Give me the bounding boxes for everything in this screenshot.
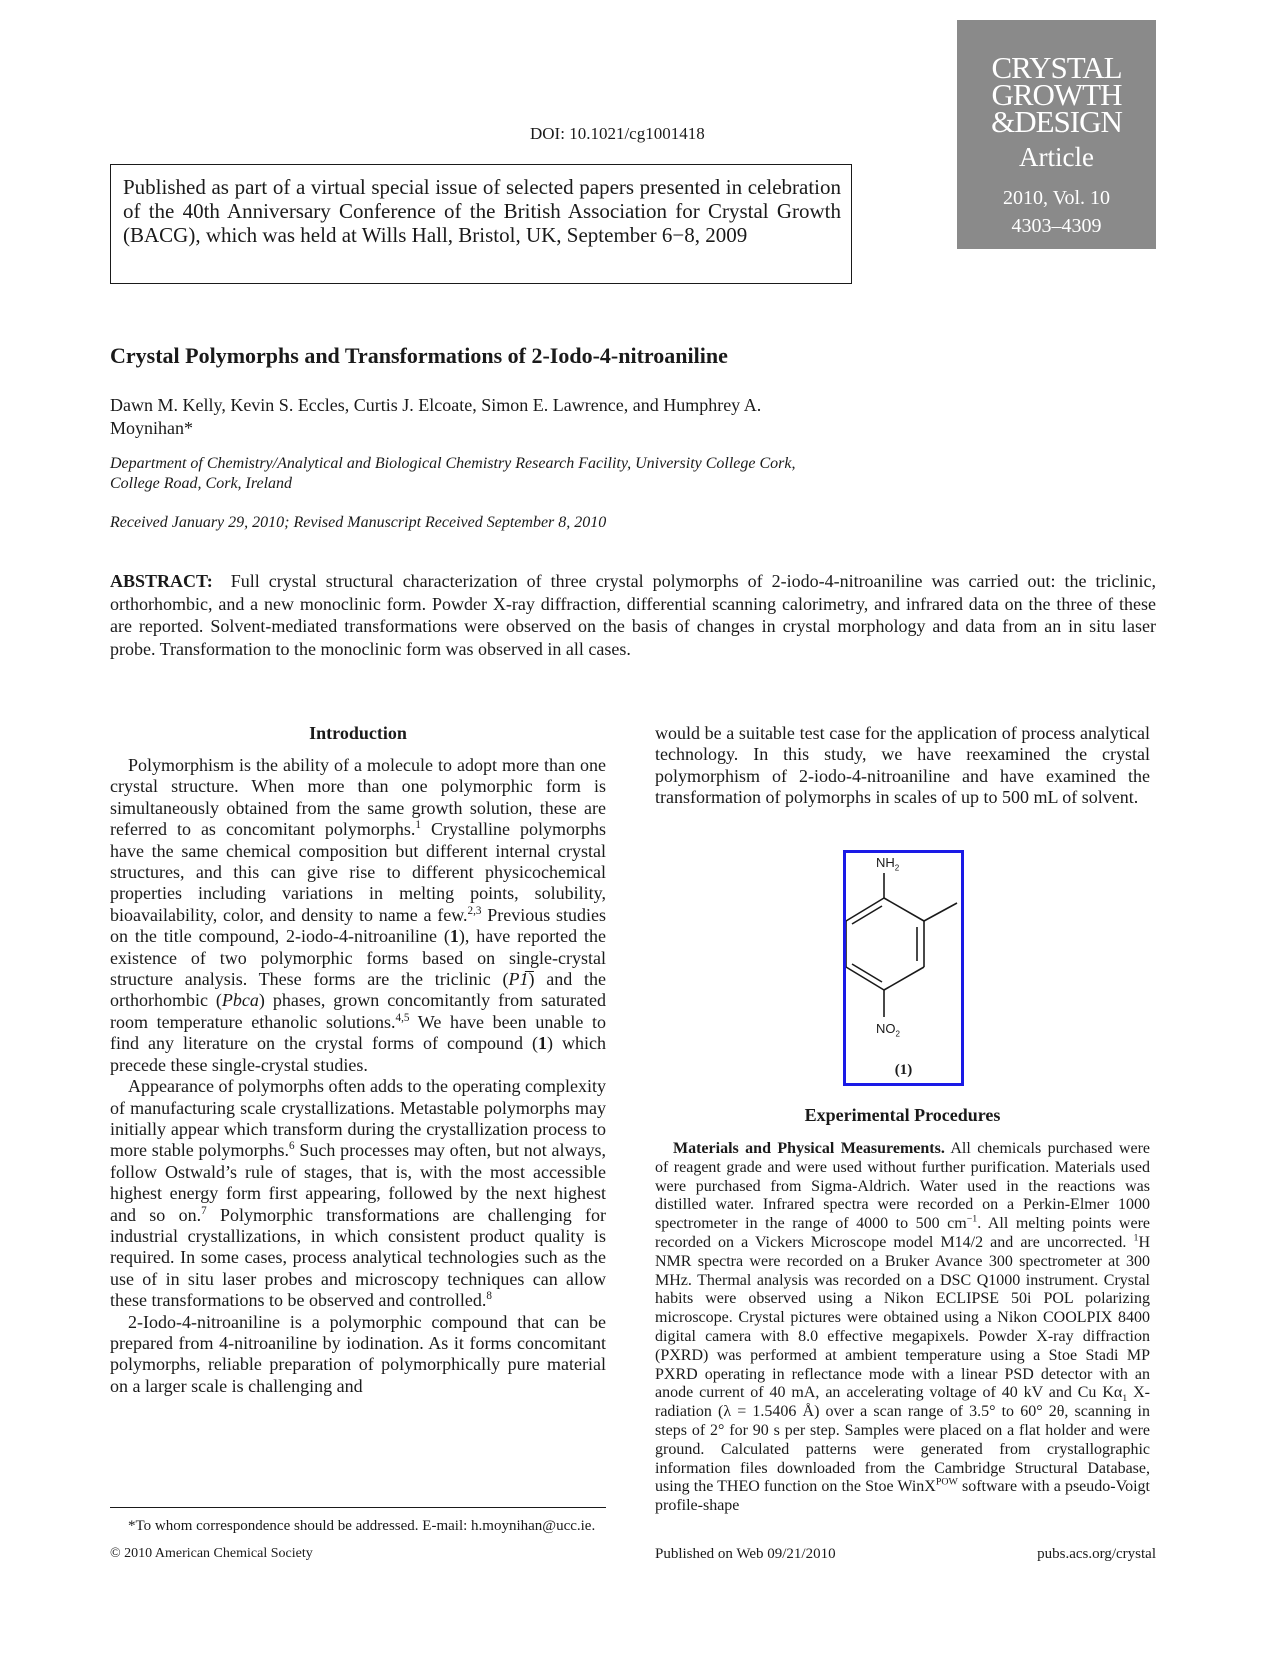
introduction-heading: Introduction: [309, 723, 407, 743]
text: Polymorphic transformations are challenging for industrial crystallizations, in which consistent product quality is required. In some cases, process analytical technologies such as the use of in situ laser probes and microscopy techniques can allow these transformations to be observed and controlled.: [110, 1204, 606, 1311]
superscript: POW: [935, 1477, 958, 1489]
experimental-body: [655, 1140, 1150, 1516]
introduction-body: [110, 755, 606, 1397]
paragraph: [655, 1140, 1150, 1516]
text: . All melting points were recorded on a Vickers Microscope model M14/2 and are uncorrected.: [655, 1215, 1150, 1251]
amine-label: [876, 855, 900, 873]
text: Previous studies on the title compound, 2-iodo-4-nitroaniline (: [110, 904, 606, 947]
journal-name: [957, 50, 1156, 139]
subscript: 2: [895, 1029, 900, 1039]
page-range: 4303–4309: [1011, 215, 1102, 237]
subscript: 1: [1122, 1393, 1128, 1405]
copyright-text: 2010 American Chemical Society: [120, 1546, 313, 1561]
right-column-intro: [655, 723, 1150, 809]
reference-mark: 8: [486, 1290, 492, 1303]
volume-info: [957, 184, 1156, 240]
published-date: Published on Web 09/21/2010: [655, 1546, 836, 1562]
doi: DOI: 10.1021/cg1001418: [530, 124, 705, 143]
reference-mark: 1: [415, 819, 421, 832]
journal-banner: [957, 20, 1156, 249]
text: Polymorphism is the ability of a molecule to adopt more than one crystal structure. When more than one polymorphic form is simultaneously obtained from the same growth solution, these are referred to as concomitant polymorphs.: [110, 755, 606, 840]
journal-name-line: &DESIGN: [991, 104, 1122, 139]
text: X-radiation (λ = 1.5406 Å) over a scan range of 3.5° to 60° 2θ, scanning in steps of 2° for 90 s per step. Samples were placed on a flat holder and were ground. Calculated patterns were generated from crystallographic information files downloaded from the Cambridge Structural Database, using the THEO function on the Stoe WinX: [655, 1384, 1151, 1496]
text: software with a pseudo-Voigt profile-shape: [655, 1478, 1150, 1515]
text: NH: [876, 855, 895, 870]
text: Such processes may often, but not always, follow Ostwald’s rule of stages, that is, with the most accessible highest energy form first appearing, followed by the next highest and so on.: [110, 1140, 606, 1225]
subscript: 2: [894, 863, 900, 873]
abstract: [110, 570, 1156, 660]
text: We have been unable to find any literature on the crystal forms of compound (: [110, 1011, 606, 1054]
subsection-heading: Materials and Physical Measurements.: [673, 1140, 945, 1157]
reference-mark: 7: [201, 1204, 207, 1217]
compound-label: (1): [894, 1062, 913, 1078]
abstract-label: ABSTRACT:: [110, 571, 213, 591]
nitro-label: [876, 1021, 900, 1039]
superscript: 1: [1133, 1232, 1139, 1244]
text: NO: [876, 1021, 896, 1036]
authors: Dawn M. Kelly, Kevin S. Eccles, Curtis J. Elcoate, Simon E. Lawrence, and Humphrey A. Moynihan*: [110, 395, 762, 438]
text: ), have reported the existence of two polymorphic forms based on single-crystal structure analysis. These forms are the triclinic (: [110, 926, 606, 990]
text: Crystalline polymorphs have the same chemical composition but different internal crystal structures, and this can give rise to different physicochemical properties including variations in melting points, solubility, bioavailability, color, and density to name a few.: [110, 819, 606, 925]
reference-mark: 6: [289, 1140, 295, 1153]
paragraph: [110, 1076, 606, 1311]
text: ) and the orthorhombic (: [110, 969, 606, 1011]
text: H NMR spectra were recorded on a Bruker Avance 300 spectrometer at 300 MHz. Thermal analysis was recorded on a DSC Q1000 instrument. Crystal habits were observed using a Nikon ECLIPSE 50i POL polarizing microscope. Crystal pictures were obtained using a Nikon COOLPIX 8400 digital camera with 8.0 effective megapixels. Powder X-ray diffraction (PXRD) was performed at ambient temperature using a Stoe Stadi MP PXRD operating in reflectance mode with a linear PSD detector with an anode current of 40 mA, an accelerating voltage of 40 kV and Cu Kα: [655, 1233, 1150, 1402]
received-dates: Received January 29, 2010; Revised Manuscript Received September 8, 2010: [110, 514, 607, 531]
article-type: Article: [1019, 142, 1094, 172]
structure-diagram: [846, 853, 961, 1083]
experimental-heading: Experimental Procedures: [804, 1105, 1001, 1125]
copyright-symbol: ©: [110, 1546, 121, 1561]
footnote-rule: [110, 1507, 606, 1508]
journal-name-line: GROWTH: [991, 77, 1122, 112]
text: ) phases, grown concomitantly from saturated room temperature ethanolic solutions.: [110, 990, 606, 1032]
reference-mark: 2,3: [467, 904, 482, 917]
compound-figure: [843, 850, 964, 1086]
year-volume: 2010, Vol. 10: [1002, 187, 1111, 209]
compound-number: 1: [449, 926, 459, 947]
abstract-text: Full crystal structural characterization of three crystal polymorphs of 2-iodo-4-nitroaniline was carried out: the triclinic, orthorhombic, and a new monoclinic form. Powder X-ray diffraction, differential scanning calorimetry, and infrared data on the three of these are reported. Solvent-mediated transformations were observed on the basis of changes in crystal morphology and data from an in situ laser probe. Transformation to the monoclinic form was observed in all cases.: [110, 571, 1156, 659]
text: All chemicals purchased were of reagent grade and were used without further purification. Materials used were purchased from Sigma-Aldrich. Water used in the reactions was distilled water. Infrared spectra were recorded on a Perkin-Elmer 1000 spectrometer in the range of 4000 to 500 cm: [655, 1140, 1150, 1233]
copyright: [110, 1546, 313, 1562]
space-group: P1̅: [508, 969, 529, 990]
superscript: −1: [966, 1213, 978, 1225]
paragraph: [110, 755, 606, 1076]
compound-number: 1: [538, 1033, 547, 1054]
article-title: Crystal Polymorphs and Transformations of 2-Iodo-4-nitroaniline: [110, 343, 728, 368]
journal-url: pubs.acs.org/crystal: [1037, 1546, 1156, 1562]
correspondence-footnote: *To whom correspondence should be addressed. E-mail: h.moynihan@ucc.ie.: [128, 1518, 596, 1534]
paragraph: 2-Iodo-4-nitroaniline is a polymorphic compound that can be prepared from 4-nitroaniline by iodination. As it forms concomitant polymorphs, reliable preparation of polymorphically pure material on a larger scale is challenging and: [110, 1311, 606, 1396]
text: ) which precede these single-crystal studies.: [110, 1033, 606, 1075]
affiliation: Department of Chemistry/Analytical and Biological Chemistry Research Facility, University College Cork, College Road, Cork, Ireland: [110, 455, 796, 492]
space-group: Pbca: [221, 990, 259, 1011]
special-issue-box: Published as part of a virtual special issue of selected papers presented in celebration of the 40th Anniversary Conference of the British Association for Crystal Growth (BACG), which was held at Wills Hall, Bristol, UK, September 6−8, 2009: [110, 164, 852, 284]
paragraph: would be a suitable test case for the application of process analytical technology. In this study, we have reexamined the crystal polymorphism of 2-iodo-4-nitroaniline and have examined the transformation of polymorphs in scales of up to 500 mL of solvent.: [655, 723, 1150, 808]
reference-mark: 4,5: [395, 1011, 410, 1024]
journal-name-line: CRYSTAL: [991, 50, 1122, 85]
left-column: [110, 723, 606, 1397]
text: Appearance of polymorphs often adds to the operating complexity of manufacturing scale crystallizations. Metastable polymorphs may initially appear which transform during the crystallization process to more stable polymorphs.: [110, 1076, 606, 1161]
